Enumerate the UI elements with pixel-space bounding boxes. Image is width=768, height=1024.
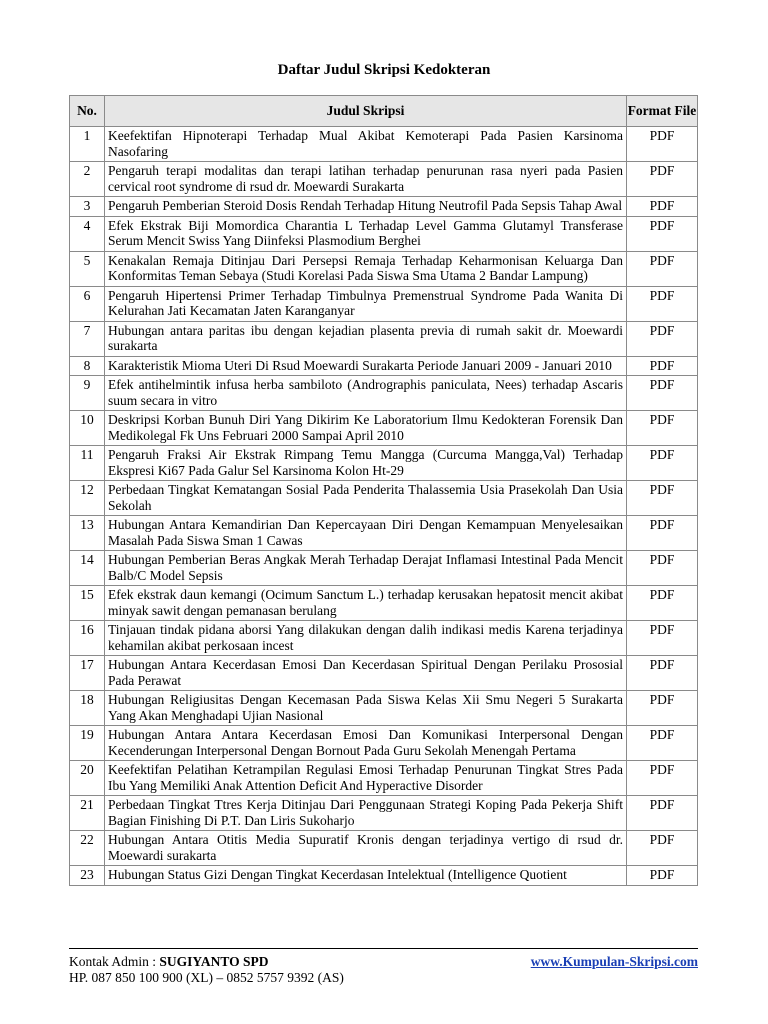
table-row — [70, 376, 698, 411]
row-format: PDF — [627, 251, 698, 286]
row-title: Hubungan Religiusitas Dengan Kecemasan Pada Siswa Kelas Xii Smu Negeri 5 Surakarta Yang Akan Menghadapi Ujian Nasional — [105, 691, 627, 726]
table-row — [70, 481, 698, 516]
row-format: PDF — [627, 127, 698, 162]
row-number: 9 — [70, 376, 105, 411]
row-number: 10 — [70, 411, 105, 446]
row-format: PDF — [627, 356, 698, 376]
row-number: 12 — [70, 481, 105, 516]
row-number: 17 — [70, 656, 105, 691]
footer-phone: HP. 087 850 100 900 (XL) – 0852 5757 9392 (AS) — [69, 970, 344, 985]
row-number: 5 — [70, 251, 105, 286]
row-number: 8 — [70, 356, 105, 376]
table-row — [70, 831, 698, 866]
row-format: PDF — [627, 516, 698, 551]
row-format: PDF — [627, 691, 698, 726]
row-format: PDF — [627, 796, 698, 831]
row-format: PDF — [627, 726, 698, 761]
table-row — [70, 446, 698, 481]
row-title: Hubungan antara paritas ibu dengan kejadian plasenta previa di rumah sakit dr. Moewardi surakarta — [105, 321, 627, 356]
row-format: PDF — [627, 446, 698, 481]
table-row — [70, 621, 698, 656]
row-title: Keefektifan Hipnoterapi Terhadap Mual Akibat Kemoterapi Pada Pasien Karsinoma Nasofaring — [105, 127, 627, 162]
table-row — [70, 761, 698, 796]
table-row — [70, 251, 698, 286]
row-format: PDF — [627, 286, 698, 321]
row-format: PDF — [627, 411, 698, 446]
table-row — [70, 656, 698, 691]
row-number: 3 — [70, 197, 105, 217]
footer-contact — [69, 954, 269, 970]
row-title: Pengaruh Pemberian Steroid Dosis Rendah Terhadap Hitung Neutrofil Pada Sepsis Tahap Awal — [105, 197, 627, 217]
row-format: PDF — [627, 197, 698, 217]
row-title: Hubungan Status Gizi Dengan Tingkat Kecerdasan Intelektual (Intelligence Quotient — [105, 866, 627, 886]
row-number: 22 — [70, 831, 105, 866]
row-format: PDF — [627, 656, 698, 691]
row-number: 11 — [70, 446, 105, 481]
row-number: 7 — [70, 321, 105, 356]
header-no: No. — [70, 96, 105, 127]
row-title: Deskripsi Korban Bunuh Diri Yang Dikirim Ke Laboratorium Ilmu Kedokteran Forensik Dan Medikolegal Fk Uns Februari 2000 Sampai April 2010 — [105, 411, 627, 446]
row-format: PDF — [627, 621, 698, 656]
row-format: PDF — [627, 162, 698, 197]
row-number: 4 — [70, 216, 105, 251]
table-row — [70, 691, 698, 726]
thesis-table — [69, 95, 698, 886]
table-row — [70, 216, 698, 251]
row-title: Pengaruh Hipertensi Primer Terhadap Timbulnya Premenstrual Syndrome Pada Wanita Di Kelurahan Jati Kecamatan Jaten Karanganyar — [105, 286, 627, 321]
row-title: Hubungan Antara Kemandirian Dan Kepercayaan Diri Dengan Kemampuan Menyelesaikan Masalah Pada Siswa Sman 1 Cawas — [105, 516, 627, 551]
row-number: 20 — [70, 761, 105, 796]
row-format: PDF — [627, 216, 698, 251]
row-number: 16 — [70, 621, 105, 656]
row-format: PDF — [627, 866, 698, 886]
table-row — [70, 127, 698, 162]
table-row — [70, 411, 698, 446]
row-format: PDF — [627, 831, 698, 866]
row-title: Pengaruh terapi modalitas dan terapi latihan terhadap penurunan rasa nyeri pada Pasien cervical root syndrome di rsud dr. Moewardi Surakarta — [105, 162, 627, 197]
row-title: Kenakalan Remaja Ditinjau Dari Persepsi Remaja Terhadap Keharmonisan Keluarga Dan Konformitas Teman Sebaya (Studi Korelasi Pada Siswa Sma Utama 2 Bandar Lampung) — [105, 251, 627, 286]
row-number: 14 — [70, 551, 105, 586]
row-title: Keefektifan Pelatihan Ketrampilan Regulasi Emosi Terhadap Penurunan Tingkat Stres Pada Ibu Yang Memiliki Anak Attention Deficit And Hyperactive Disorder — [105, 761, 627, 796]
row-title: Tinjauan tindak pidana aborsi Yang dilakukan dengan dalih indikasi medis Karena terjadinya kehamilan akibat perkosaan incest — [105, 621, 627, 656]
row-title: Hubungan Pemberian Beras Angkak Merah Terhadap Derajat Inflamasi Intestinal Pada Mencit Balb/C Model Sepsis — [105, 551, 627, 586]
table-row — [70, 796, 698, 831]
row-title: Pengaruh Fraksi Air Ekstrak Rimpang Temu Mangga (Curcuma Mangga,Val) Terhadap Ekspresi Ki67 Pada Galur Sel Karsinoma Kolon Ht-29 — [105, 446, 627, 481]
table-row — [70, 321, 698, 356]
table-row — [70, 516, 698, 551]
row-format: PDF — [627, 586, 698, 621]
table-header-row — [70, 96, 698, 127]
row-title: Efek antihelmintik infusa herba sambiloto (Andrographis paniculata, Nees) terhadap Ascaris suum secara in vitro — [105, 376, 627, 411]
footer-divider — [69, 948, 698, 949]
website-link[interactable]: www.Kumpulan-Skripsi.com — [530, 954, 698, 969]
row-number: 1 — [70, 127, 105, 162]
row-format: PDF — [627, 551, 698, 586]
row-number: 23 — [70, 866, 105, 886]
row-number: 18 — [70, 691, 105, 726]
header-judul: Judul Skripsi — [105, 96, 627, 127]
contact-label: Kontak Admin : — [69, 954, 160, 969]
row-number: 15 — [70, 586, 105, 621]
table-row — [70, 286, 698, 321]
table-row — [70, 866, 698, 886]
row-title: Hubungan Antara Otitis Media Supuratif Kronis dengan terjadinya vertigo di rsud dr. Moewardi surakarta — [105, 831, 627, 866]
contact-name: SUGIYANTO SPD — [159, 954, 269, 969]
row-number: 21 — [70, 796, 105, 831]
row-number: 6 — [70, 286, 105, 321]
table-row — [70, 726, 698, 761]
table-row — [70, 162, 698, 197]
row-title: Karakteristik Mioma Uteri Di Rsud Moewardi Surakarta Periode Januari 2009 - Januari 2010 — [105, 356, 627, 376]
row-number: 2 — [70, 162, 105, 197]
row-number: 19 — [70, 726, 105, 761]
row-number: 13 — [70, 516, 105, 551]
row-title: Perbedaan Tingkat Kematangan Sosial Pada Penderita Thalassemia Usia Prasekolah Dan Usia Sekolah — [105, 481, 627, 516]
row-title: Perbedaan Tingkat Ttres Kerja Ditinjau Dari Penggunaan Strategi Koping Pada Pekerja Shift Bagian Finishing Di P.T. Dan Liris Sukoharjo — [105, 796, 627, 831]
row-format: PDF — [627, 761, 698, 796]
row-title: Hubungan Antara Antara Kecerdasan Emosi Dan Komunikasi Interpersonal Dengan Kecenderungan Interpersonal Dengan Bornout Pada Guru Sekolah Menengah Pertama — [105, 726, 627, 761]
table-row — [70, 197, 698, 217]
table-row — [70, 551, 698, 586]
page-title: Daftar Judul Skripsi Kedokteran — [277, 62, 491, 78]
row-format: PDF — [627, 481, 698, 516]
row-title: Efek Ekstrak Biji Momordica Charantia L Terhadap Level Gamma Glutamyl Transferase Serum Mencit Swiss Yang Diinfeksi Plasmodium Berghei — [105, 216, 627, 251]
table-row — [70, 356, 698, 376]
row-format: PDF — [627, 376, 698, 411]
row-format: PDF — [627, 321, 698, 356]
row-title: Hubungan Antara Kecerdasan Emosi Dan Kecerdasan Spiritual Dengan Perilaku Prososial Pada Perawat — [105, 656, 627, 691]
row-title: Efek ekstrak daun kemangi (Ocimum Sanctum L.) terhadap kerusakan hepatosit mencit akibat minyak sawit dengan pemanasan berulang — [105, 586, 627, 621]
table-body — [70, 127, 698, 886]
table-row — [70, 586, 698, 621]
header-format: Format File — [627, 96, 698, 127]
